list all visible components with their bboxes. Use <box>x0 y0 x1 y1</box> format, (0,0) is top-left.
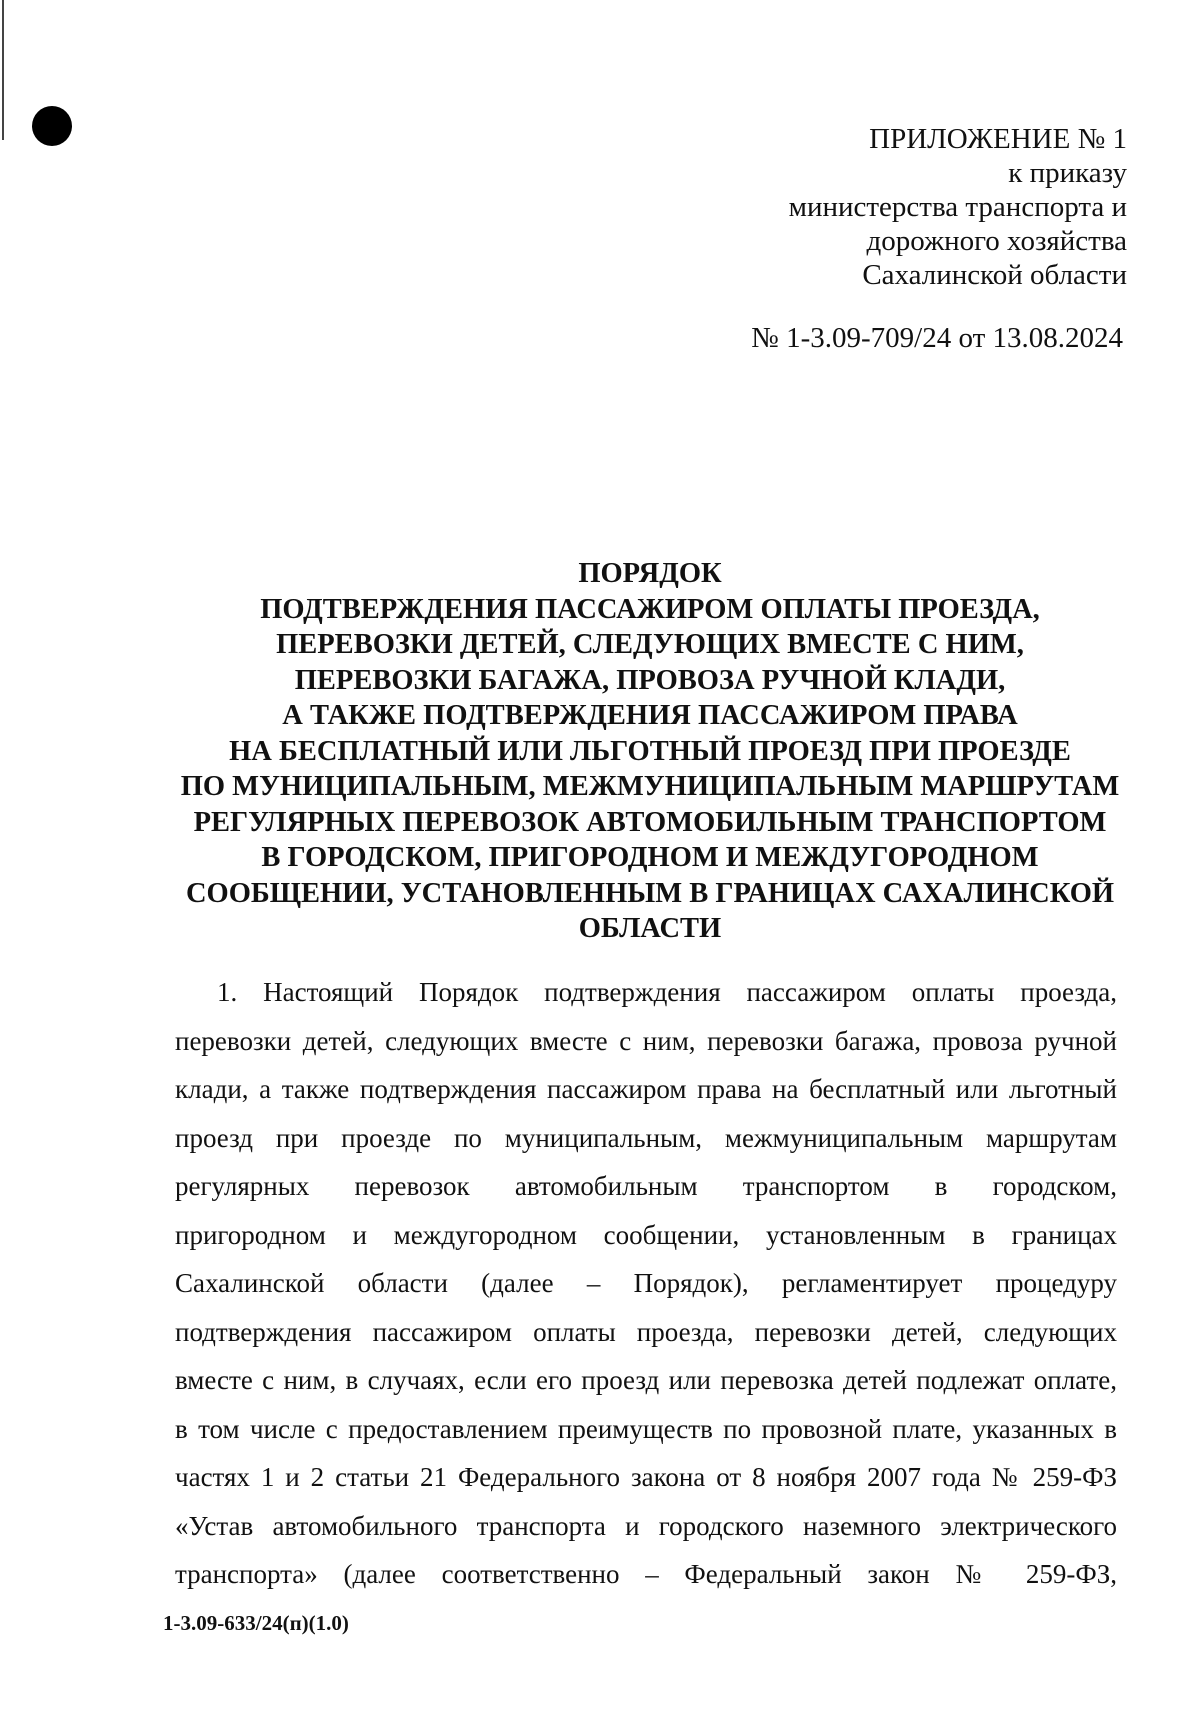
appendix-line: к приказу <box>1008 157 1127 189</box>
body-line: транспорта» (далее соответственно – Федеральный закон № 259-ФЗ, <box>175 1559 1117 1589</box>
appendix-line: министерства транспорта и <box>788 191 1127 223</box>
body-line: проезд при проезде по муниципальным, межмуниципальным маршрутам <box>175 1122 1117 1153</box>
order-number: № 1-3.09-709/24 от 13.08.2024 <box>751 322 1123 354</box>
body-line: «Устав автомобильного транспорта и городского наземного электрического <box>175 1510 1117 1541</box>
body-line: клади, а также подтверждения пассажиром права на бесплатный или льготный <box>175 1074 1117 1104</box>
title-line: А ТАКЖЕ ПОДТВЕРЖДЕНИЯ ПАССАЖИРОМ ПРАВА <box>282 700 1018 731</box>
title-line: ПОДТВЕРЖДЕНИЯ ПАССАЖИРОМ ОПЛАТЫ ПРОЕЗДА, <box>260 593 1040 625</box>
appendix-line: Сахалинской области <box>862 259 1127 291</box>
appendix-line: ПРИЛОЖЕНИЕ № 1 <box>869 123 1127 155</box>
title-line: ПЕРЕВОЗКИ БАГАЖА, ПРОВОЗА РУЧНОЙ КЛАДИ, <box>294 664 1006 696</box>
body-line: 1. Настоящий Порядок подтверждения пассажиром оплаты проезда, <box>217 977 1117 1007</box>
appendix-header <box>607 122 1127 292</box>
punch-hole-mark <box>32 106 72 146</box>
body-line: пригородном и междугородном сообщении, установленным в границах <box>175 1219 1117 1250</box>
document-code: 1-3.09-633/24(п)(1.0) <box>163 1611 349 1635</box>
title-line: ПОРЯДОК <box>578 558 722 589</box>
body-line: перевозки детей, следующих вместе с ним, перевозки багажа, провоза ручной <box>175 1025 1117 1056</box>
body-line: частях 1 и 2 статьи 21 Федерального закона от 8 ноября 2007 года № 259-ФЗ <box>175 1462 1117 1492</box>
appendix-line: дорожного хозяйства <box>866 225 1127 257</box>
body-line: подтверждения пассажиром оплаты проезда, перевозки детей, следующих <box>175 1316 1117 1347</box>
body-line: Сахалинской области (далее – Порядок), регламентирует процедуру <box>175 1268 1117 1298</box>
title-line: ОБЛАСТИ <box>578 913 722 944</box>
title-line: СООБЩЕНИИ, УСТАНОВЛЕННЫМ В ГРАНИЦАХ САХАЛИНСКОЙ <box>185 877 1115 909</box>
body-line: вместе с ним, в случаях, если его проезд или перевозка детей подлежат оплате, <box>175 1365 1117 1395</box>
title-line: РЕГУЛЯРНЫХ ПЕРЕВОЗОК АВТОМОБИЛЬНЫМ ТРАНСПОРТОМ <box>193 806 1107 838</box>
scan-edge-mark <box>2 0 4 140</box>
body-line: регулярных перевозок автомобильным транспортом в городском, <box>175 1171 1117 1201</box>
document-title <box>170 556 1130 947</box>
title-line: ПО МУНИЦИПАЛЬНЫМ, МЕЖМУНИЦИПАЛЬНЫМ МАРШРУТАМ <box>180 771 1120 802</box>
title-line: В ГОРОДСКОМ, ПРИГОРОДНОМ И МЕЖДУГОРОДНОМ <box>261 842 1039 873</box>
title-line: НА БЕСПЛАТНЫЙ ИЛИ ЛЬГОТНЫЙ ПРОЕЗД ПРИ ПРОЕЗДЕ <box>229 735 1071 767</box>
title-line: ПЕРЕВОЗКИ ДЕТЕЙ, СЛЕДУЮЩИХ ВМЕСТЕ С НИМ, <box>276 629 1024 660</box>
body-line: в том числе с предоставлением преимуществ по провозной плате, указанных в <box>175 1413 1117 1444</box>
paragraph-1 <box>175 968 1117 1599</box>
